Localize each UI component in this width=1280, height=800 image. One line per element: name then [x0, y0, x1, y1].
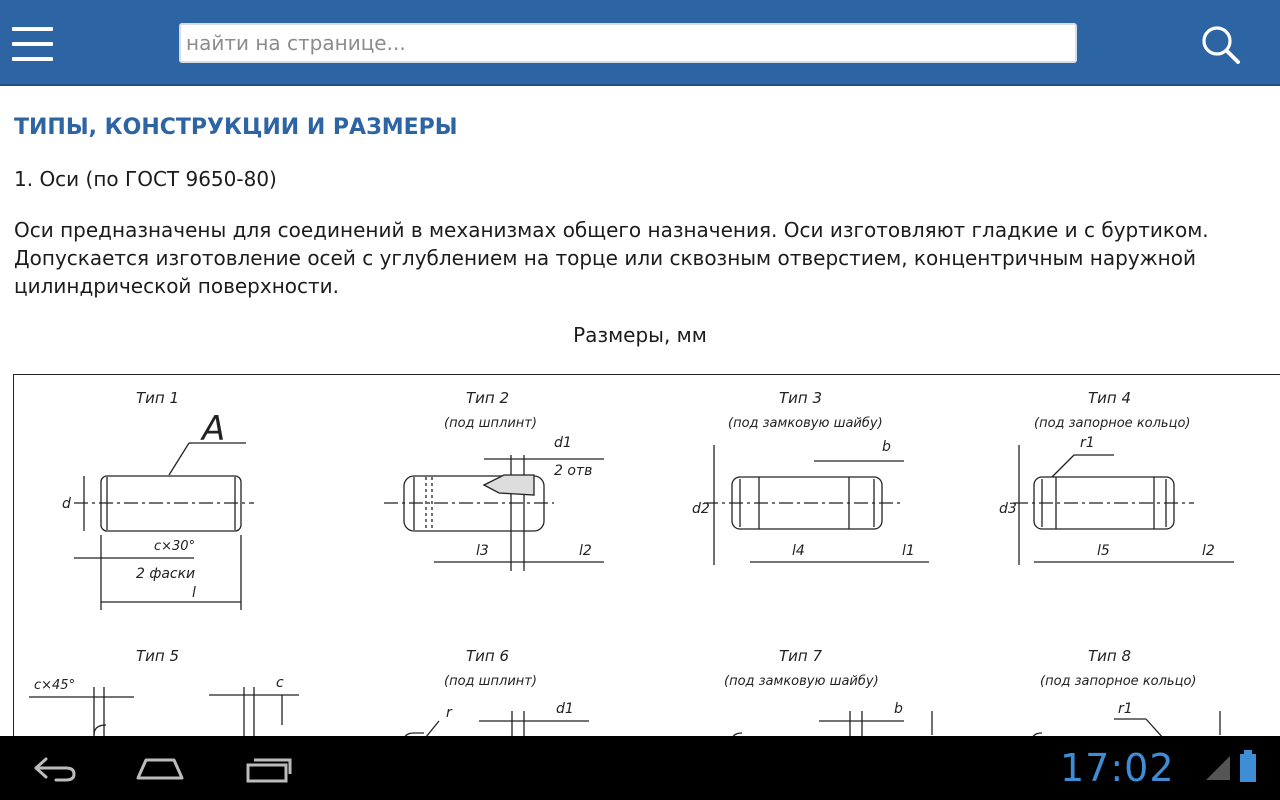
type-2-label-d1: d1: [554, 435, 572, 451]
search-button[interactable]: [1196, 22, 1244, 66]
type-4-name: Тип 4: [1088, 389, 1132, 407]
type-3-label-d2: d2: [692, 501, 710, 517]
type-8-note: (под запорное кольцо): [1040, 674, 1197, 689]
type-5-label-c: c: [276, 675, 284, 691]
system-navigation-bar: [0, 736, 1280, 800]
type-3-label-l1: l1: [902, 543, 915, 559]
type-1-label-l: l: [192, 585, 196, 601]
page-content: [0, 88, 1280, 736]
type-7-name: Тип 7: [779, 647, 823, 665]
hamburger-menu-icon: [12, 27, 53, 31]
home-button[interactable]: [128, 748, 192, 788]
search-input[interactable]: [179, 23, 1077, 63]
type-8-name: Тип 8: [1088, 647, 1132, 665]
magnifier-icon: [1196, 22, 1244, 66]
type-4-label-d3: d3: [999, 501, 1017, 517]
type-6-note: (под шплинт): [444, 674, 537, 689]
battery-icon: [1238, 750, 1258, 784]
type-8-label-r1: r1: [1118, 701, 1133, 717]
status-clock: 17:02: [1060, 746, 1175, 790]
type-3-note: (под замковую шайбу): [728, 416, 883, 431]
type-4-label-r1: r1: [1080, 435, 1095, 451]
top-app-bar: [0, 0, 1280, 86]
type-2-label-l3: l3: [476, 543, 489, 559]
description-paragraph: Оси предназначены для соединений в механизмах общего назначения. Оси изготовляют гладкие и с буртиком. Допускается изготовление осей с углублением на торце или сквозным отверстием, концентричным наружной цилиндрической поверхности.: [14, 218, 1209, 298]
type-1-label-d: d: [62, 496, 71, 512]
type-3-name: Тип 3: [779, 389, 823, 407]
table-caption: Размеры, мм: [573, 323, 707, 347]
type-2-note: (под шплинт): [444, 416, 537, 431]
signal-icon: [1204, 754, 1232, 782]
type-5-name: Тип 5: [136, 647, 180, 665]
type-2-label-holes: 2 отв: [554, 463, 593, 479]
type-1-label-chamfer: c×30°: [154, 539, 196, 554]
type-2-name: Тип 2: [466, 389, 510, 407]
type-6-name: Тип 6: [466, 647, 510, 665]
home-icon: [128, 748, 192, 788]
section-heading: 1. Оси (по ГОСТ 9650-80): [14, 167, 277, 191]
type-6-label-d1: d1: [556, 701, 574, 717]
technical-drawing: [13, 374, 1280, 736]
type-1-name: Тип 1: [136, 389, 180, 407]
type-7-note: (под замковую шайбу): [724, 674, 879, 689]
type-4-note: (под запорное кольцо): [1034, 416, 1191, 431]
type-3-label-l4: l4: [792, 543, 805, 559]
back-arrow-icon: [22, 748, 86, 788]
page-title: ТИПЫ, КОНСТРУКЦИИ И РАЗМЕРЫ: [14, 115, 458, 140]
type-2-label-l2: l2: [579, 543, 592, 559]
type-1-label-facets: 2 фаски: [136, 566, 196, 582]
back-button[interactable]: [22, 748, 86, 788]
type-3-label-b: b: [882, 439, 891, 455]
recent-apps-button[interactable]: [236, 748, 300, 788]
type-7-label-b: b: [894, 701, 903, 717]
type-4-label-l5: l5: [1097, 543, 1110, 559]
recent-apps-icon: [236, 748, 300, 788]
type-4-label-l2: l2: [1202, 543, 1215, 559]
type-5-label-chamfer: c×45°: [34, 678, 76, 693]
type-1-label-a: A: [202, 409, 226, 449]
menu-button[interactable]: [10, 22, 56, 66]
type-6-label-r: r: [446, 705, 452, 721]
